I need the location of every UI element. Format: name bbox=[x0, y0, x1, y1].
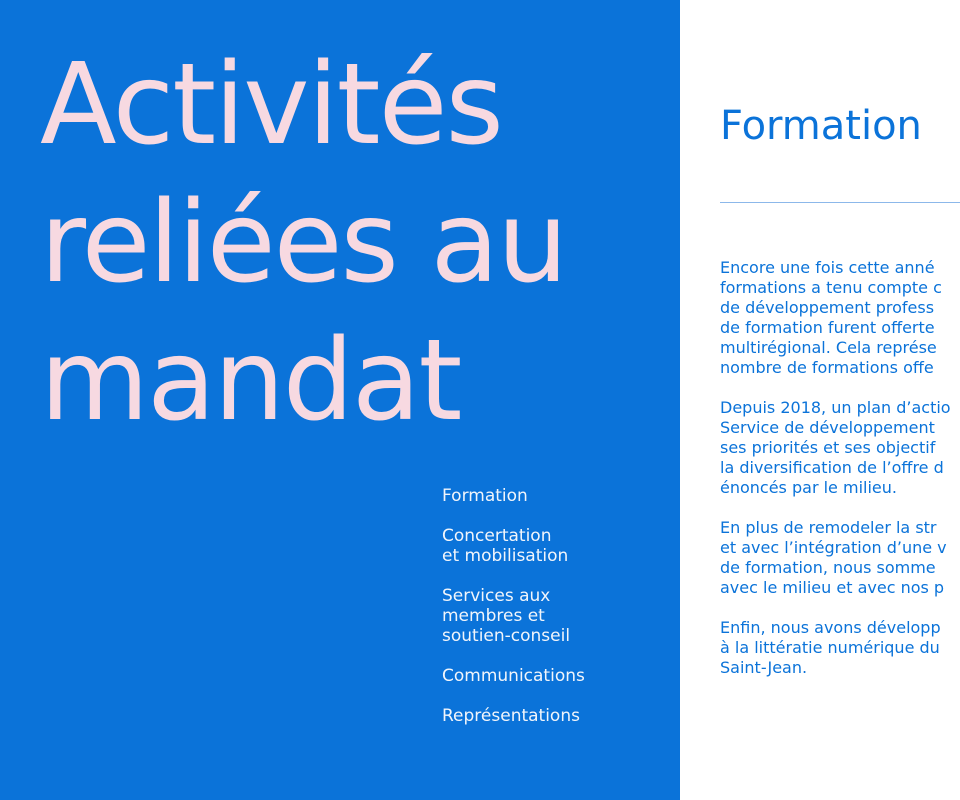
paragraph bbox=[720, 518, 960, 598]
text-line: Encore une fois cette anné bbox=[720, 258, 935, 277]
text-line: de formation, nous somme bbox=[720, 558, 936, 577]
section-body bbox=[720, 258, 960, 698]
chapter-title-line: Activités bbox=[40, 40, 502, 170]
text-line: la diversification de l’offre d bbox=[720, 458, 944, 477]
text-line: énoncés par le milieu. bbox=[720, 478, 897, 497]
section-divider bbox=[720, 202, 960, 203]
paragraph bbox=[720, 398, 960, 498]
text-line: Service de développement bbox=[720, 418, 935, 437]
text-line: multirégional. Cela représe bbox=[720, 338, 937, 357]
text-line: ses priorités et ses objectif bbox=[720, 438, 936, 457]
text-line: de développement profess bbox=[720, 298, 935, 317]
content-panel bbox=[680, 0, 960, 800]
text-line: et avec l’intégration d’une v bbox=[720, 538, 947, 557]
chapter-title-line: mandat bbox=[40, 316, 461, 446]
text-line: Saint-Jean. bbox=[720, 658, 808, 677]
table-of-contents bbox=[442, 486, 585, 746]
text-line: Depuis 2018, un plan d’actio bbox=[720, 398, 951, 417]
text-line: formations a tenu compte c bbox=[720, 278, 942, 297]
toc-item-concertation[interactable]: Concertation et mobilisation bbox=[442, 526, 569, 566]
text-line: avec le milieu et avec nos p bbox=[720, 578, 945, 597]
paragraph bbox=[720, 258, 960, 378]
toc-item-services[interactable]: Services aux membres et soutien-conseil bbox=[442, 586, 571, 646]
toc-item-representations[interactable]: Représentations bbox=[442, 706, 580, 726]
text-line: de formation furent offerte bbox=[720, 318, 935, 337]
chapter-title-line: reliées au bbox=[40, 178, 567, 308]
section-title: Formation bbox=[720, 103, 922, 149]
text-line: nombre de formations offe bbox=[720, 358, 934, 377]
chapter-title bbox=[40, 36, 566, 450]
toc-item-communications[interactable]: Communications bbox=[442, 666, 585, 686]
text-line: En plus de remodeler la str bbox=[720, 518, 937, 537]
paragraph bbox=[720, 618, 960, 678]
text-line: Enfin, nous avons développ bbox=[720, 618, 941, 637]
toc-item-formation[interactable]: Formation bbox=[442, 486, 528, 506]
text-line: à la littératie numérique du bbox=[720, 638, 940, 657]
